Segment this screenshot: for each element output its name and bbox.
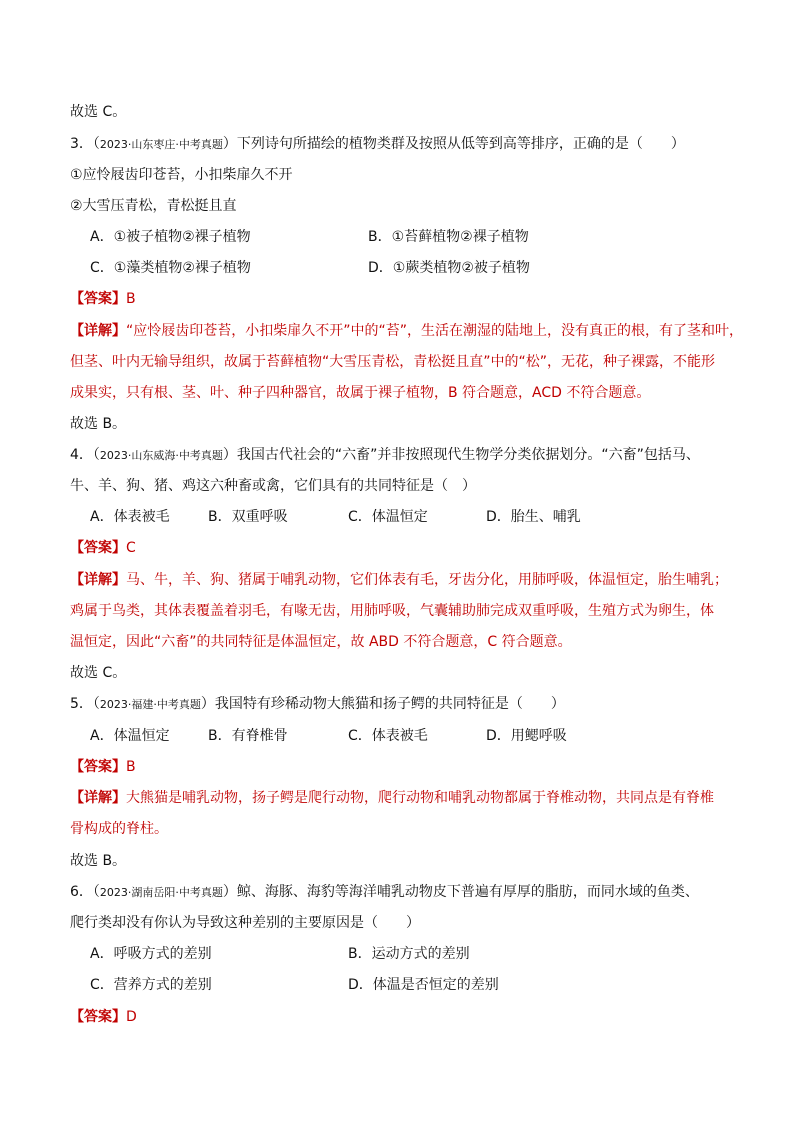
q3-detail-2: 但茎、叶内无输导组织，故属于苔藓植物“大雪压青松，青松挺且直”中的“松”，无花，种子裸露，不能形 [70, 354, 716, 370]
q3-detail-text-1: “应怜屐齿印苍苔，小扣柴扉久不开”中的“苔”，生活在潮湿的陆地上，没有真正的根，有了茎和叶， [126, 323, 744, 339]
q3-option-a: A．①被子植物②裸子植物 [90, 229, 251, 245]
q4-option-c: C．体温恒定 [348, 509, 428, 525]
q6-stem-1 [70, 882, 699, 903]
q4-detail-text-1: 马、牛，羊、狗、猪属于哺乳动物，它们体表有毛，牙齿分化，用肺呼吸，体温恒定，胎生哺乳； [126, 572, 728, 588]
q6-option-c: C．营养方式的差别 [90, 977, 212, 993]
q4-stem-1 [70, 445, 700, 466]
q4-answer-value: C [126, 540, 136, 556]
q4-number: 4．（ [70, 447, 100, 463]
q3-answer [70, 289, 136, 309]
q6-option-b: B．运动方式的差别 [348, 946, 470, 962]
q5-answer-label: 【答案】 [70, 759, 126, 775]
q4-option-b: B．双重呼吸 [208, 509, 288, 525]
q6-answer-value: D [126, 1009, 137, 1025]
q3-answer-value: B [126, 291, 136, 307]
q4-answer-label: 【答案】 [70, 540, 126, 556]
q3-detail-1 [70, 321, 743, 341]
q4-detail-label: 【详解】 [70, 572, 126, 588]
q4-answer [70, 538, 136, 558]
q5-number: 5．（ [70, 696, 100, 712]
q4-detail-3: 温恒定，因此“六畜”的共同特征是体温恒定，故 ABD 不符合题意，C 符合题意。 [70, 634, 572, 650]
q6-answer [70, 1007, 137, 1027]
q5-option-a: A．体温恒定 [90, 728, 170, 744]
q5-detail-2: 骨构成的脊柱。 [70, 821, 168, 837]
q5-option-c: C．体表被毛 [348, 728, 428, 744]
q6-stem-2: 爬行类却没有你认为导致这种差别的主要原因是（ ） [70, 915, 420, 931]
q3-option-b: B．①苔藓植物②裸子植物 [368, 229, 529, 245]
q4-detail-2: 鸡属于鸟类，其体表覆盖着羽毛，有喙无齿，用肺呼吸，气囊辅助肺完成双重呼吸，生殖方式为卵生，体 [70, 603, 714, 619]
q6-stem-text-1: ）鲸、海豚、海豹等海洋哺乳动物皮下普遍有厚厚的脂肪，而同水域的鱼类、 [222, 884, 699, 900]
q4-stem-text-1: ）我国古代社会的“六畜”并非按照现代生物学分类依据划分。“六畜”包括马、 [222, 447, 700, 463]
q6-option-d: D．体温是否恒定的差别 [348, 977, 499, 993]
q3-stem-text: ）下列诗句所描绘的植物类群及按照从低等到高等排序，正确的是（ ） [222, 136, 685, 152]
q4-detail-1 [70, 570, 728, 590]
q6-source: 2023·湖南岳阳·中考真题 [99, 886, 223, 899]
q3-conclusion: 故选 B。 [70, 416, 127, 432]
q5-source: 2023·福建·中考真题 [99, 698, 201, 711]
q5-detail-label: 【详解】 [70, 790, 126, 806]
q6-option-a: A．呼吸方式的差别 [90, 946, 212, 962]
q3-stem [70, 134, 685, 155]
q5-option-d: D．用鳃呼吸 [486, 728, 567, 744]
q3-detail-3: 成果实，只有根、茎、叶、种子四种器官，故属于裸子植物，B 符合题意，ACD 不符合题意。 [70, 385, 651, 401]
q4-stem-2: 牛、羊、狗、猪、鸡这六种畜或禽，它们具有的共同特征是（ ） [70, 478, 476, 494]
q3-option-c: C．①藻类植物②裸子植物 [90, 260, 251, 276]
q5-answer [70, 757, 136, 777]
q3-option-d: D．①蕨类植物②被子植物 [368, 260, 530, 276]
q3-poem-1: ①应怜屐齿印苍苔，小扣柴扉久不开 [70, 167, 293, 183]
q5-stem-text: ）我国特有珍稀动物大熊猫和扬子鳄的共同特征是（ ） [200, 696, 565, 712]
q4-conclusion: 故选 C。 [70, 665, 127, 681]
q4-option-a: A．体表被毛 [90, 509, 170, 525]
q5-detail-text-1: 大熊猫是哺乳动物，扬子鳄是爬行动物，爬行动物和哺乳动物都属于脊椎动物，共同点是有脊椎 [126, 790, 714, 806]
q3-detail-label: 【详解】 [70, 323, 126, 339]
q3-number: 3．（ [70, 136, 100, 152]
q6-number: 6．（ [70, 884, 100, 900]
q5-option-b: B．有脊椎骨 [208, 728, 288, 744]
q6-answer-label: 【答案】 [70, 1009, 126, 1025]
q3-source: 2023·山东枣庄·中考真题 [99, 138, 223, 151]
q5-detail-1 [70, 788, 714, 808]
q4-source: 2023·山东威海·中考真题 [99, 449, 223, 462]
q2-conclusion: 故选 C。 [70, 104, 127, 120]
q5-answer-value: B [126, 759, 136, 775]
q5-stem [70, 694, 565, 715]
q3-poem-2: ②大雪压青松，青松挺且直 [70, 198, 237, 214]
q4-option-d: D．胎生、哺乳 [486, 509, 581, 525]
q5-conclusion: 故选 B。 [70, 853, 127, 869]
q3-answer-label: 【答案】 [70, 291, 126, 307]
